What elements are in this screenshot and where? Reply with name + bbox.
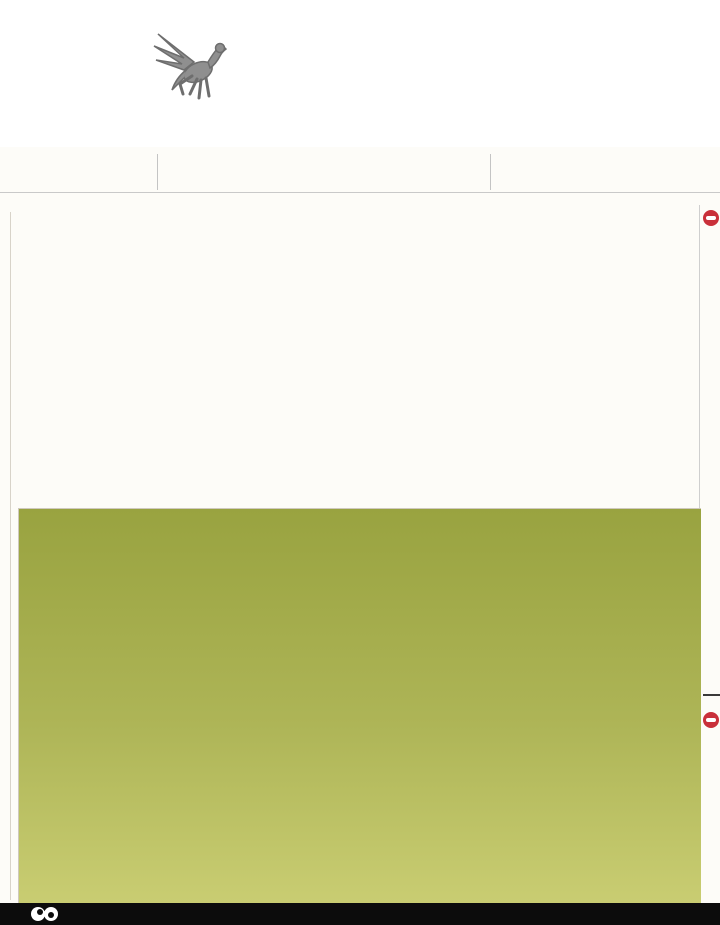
info-divider bbox=[490, 154, 491, 190]
masthead bbox=[0, 0, 720, 147]
info-divider bbox=[157, 154, 158, 190]
facciabuco-eyes-icon bbox=[31, 906, 61, 922]
watermark-bar bbox=[0, 903, 720, 925]
pegasus-icon bbox=[150, 18, 232, 115]
article-headline bbox=[11, 262, 699, 280]
article-marker-icon bbox=[703, 210, 719, 226]
article-marker-icon bbox=[703, 712, 719, 728]
byline-pages-label bbox=[352, 479, 358, 494]
article-byline bbox=[11, 478, 699, 496]
team-photo bbox=[18, 508, 702, 904]
grass-background bbox=[19, 509, 701, 903]
yellow-edge-block bbox=[706, 4, 720, 117]
info-bar bbox=[0, 152, 720, 192]
article-deck bbox=[11, 386, 699, 456]
side-column-clipped bbox=[701, 200, 720, 903]
horizontal-rule bbox=[0, 192, 720, 193]
side-divider-rule bbox=[703, 694, 720, 696]
left-column-rule bbox=[10, 212, 11, 900]
article-kicker bbox=[11, 208, 699, 226]
